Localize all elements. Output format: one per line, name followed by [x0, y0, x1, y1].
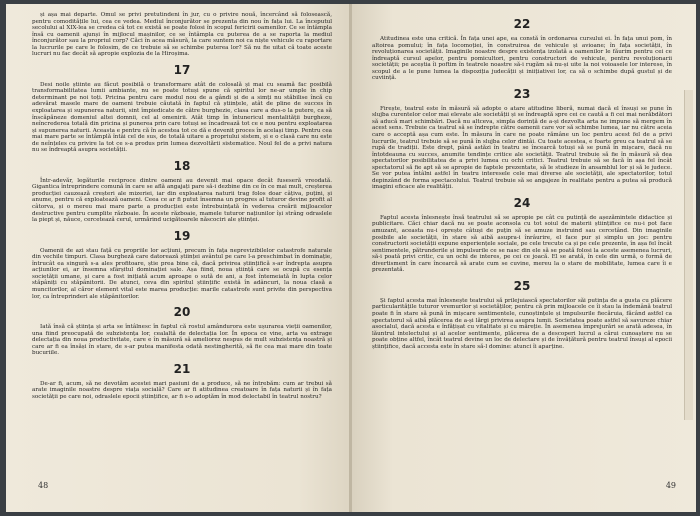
- open-book: [6, 4, 696, 512]
- section-paragraph: Și faptul acesta mai înlesnește teatrului să prilejuiască spectatorilor săi putința de a gusta cu plăcere particularitățile tuturor vremurilor și societăților, pentru că prin mijloacele ce îi stau la îndemână teatrul poate fi în stare să pună în mișcare sentimentele, cunoștințele și impulsurile fiecăruia, făcând astfel ca spectatorul să aibă plăcerea de a-și lărgi privirea asupra lumii. Societatea poate astfel să savureze chiar asocialul, dacă acesta e înfățișat cu vitalitate și cu măreție. În asemenea împrejurări se arată adesea, în lăuntrul intelectului și al acelor sentimente, plăcerea de a descoperi lucrul a cărui cunoaștere nu se poate obține altfel, încât teatrul devine un loc de delectare și de învățătură pentru teatrul însuși al epocii științifice, dacă accesta este în stare să-l domine: atunci îi aparține.: [372, 297, 672, 350]
- section-number: 23: [513, 86, 531, 101]
- section-paragraph: De-ar fi, acum, să ne devotăm acestei mari pasiuni de a produce, să ne întrebăm: cum ar trebui să arate imaginile noastre despre viața socială? Care ar fi atitudinea creatoare în fața naturii și în fața societății pe care noi, odraslele epocii științifice, ar fi s-o adoptăm în mod delectabil în teatrul nostru?: [32, 380, 332, 400]
- section-paragraph: Desi noile știinte au făcut posibilă o transformare atât de colosală și mai cu seamă fac posibilă transformabilitatea lumii ambiante, nu se poate totuși spune că spiritul lor ne-ar umple în chip determinant pe noi toți. Pricina pentru care modul nou de a gândi și de a simți nu stăbilise încă cu adevărat masele mare de oameni trebuie căutată în faptul că științele, atât de pline de succes în exploatarea și supunerea naturii, sint împiedicate de către burghezie, clasa care a dus-o la putere, ca să înscăpăneze domeniul altei domnii, cel al omenirii. Atât timp în întunericul mentalității burgheze, neîncrederea totală din pricina și punerea prin care totuși se încadrează tot ce e nou pentru exploatarea și supunerea naturii. Aceasta e pentru că în acestea tot ce dă e devenit proces în același timp. Pentru cea mai mare parte se întâmplă întâi cel de sus, de totală uitare a propriului sistem, și e o clasă care nu este de neînțeles cu privire la tot ce s-a produs prin lumea dezvoltării sistematice. Noul fel de a privi natura nu se îndreaptă asupra societății.: [32, 81, 333, 154]
- section-paragraph: Într-adevăr, legăturile reciproce dintre oameni au devenit mai opace decât fuseseră vreodată. Gigantica întreprindere comună în care se află angajați pare să-i dezbine din ce în ce mai mult, creșterea producției cauzează creșteri ale mizeriei, iar din exploatarea naturii trag folos doar câțiva, puțini, și anume, pentru că exploatează oameni. Ceea ce ar fi putut însemna un progres al tuturor devine profit al câtorva, și o mereu mai mare parte a producției este întrebuințată în vederea creării mijloacelor destructive pentru cumplite războaie. În aceste războaie, mamele tuturor națiunilor își strâng odraslele la piept și, năuce, cercetează cerul, urmărind ucigătoarele născociri ale științei.: [32, 177, 332, 224]
- page-edge-strip: [684, 90, 693, 420]
- section-number: 19: [173, 228, 191, 243]
- section-number: 21: [173, 361, 191, 376]
- right-page: [352, 4, 696, 512]
- section-number: 24: [513, 195, 531, 210]
- section-paragraph: și așa mai departe. Omul se privi pretutindeni în jur, cu o privire nouă, încercând să folosească, pentru comoditățile lui, cea ce vedea. Mediul înconjurător se prezenta din nou în fața lui. La începutul secolului al XIX-lea se credea că tot ce există se poate folosi în scopul fericirii oamenilor. Ce se întâmpla însă cu oamenii ajunși în mijlocul mașinilor, ce se întâmpla cu puterea de a se raporta la mediul înconjurător sau la propriul corp? Căci în acea măsură, la care suntem noi ca niște vehicule cu raportare la lucrurile pe care le folosim, de ce trebuie să se schimbe puterea lor? Să nu fie uitat că toate aceste lucruri nu fac decât să apropie explozia de la Hiroșima.: [32, 12, 332, 58]
- section-number: 22: [513, 17, 531, 31]
- section-number: 18: [173, 158, 191, 173]
- section-paragraph: Atitudinea este una critică. În fața unei ape, ea constă în ordonarea cursului ei. În fața unui pom, în altoirea pomului; în fața locomoției, în construirea de vehicule și avioane; în fața societății, în revoluționarea societății. Imaginile noastre despre existența izolată a oamenilor le făurim pentru cei ce îndreaptă cursul apelor, pentru pomicultori, pentru constructori de vehicule, pentru revoluționarii societății; pe aceștia îi poftim în teatrele noastre să-i rugăm să nu-și uite la noi voioasele lor interese, în scopul de a le pune lumea la dispoziția judecății și iniițiativei lor, ca să o schimbe după gustul și de cuviință.: [372, 36, 672, 82]
- section-paragraph: Oamenii de azi stau față cu propriile lor acțiuni, precum în fața neprevizibilelor catastrofe naturale din vechile timpuri. Clasa burgheză care datorează științei avântul pe care l-a preschimbat în dominație, întrucât ea singură s-a ales profitoare, știe prea bine că, dacă privirea științifică s-ar îndrepta asupra acțiunilor ei, ar însemna sfârșitul dominației sale. Așa fiind, noua știință care se ocupă cu esența societății umane, și care a fost inițiată acum aproape o sută de ani, a fost întemeiată în lupta celor stăpâniți cu stăpânitorii. De atunci, ceva din spiritul științific există în adâncuri, la noua clasă a muncitorilor, al căror element vital este marea producție: marile catastrofe sunt privite din perspectiva lor, ca întreprinderi ale stăpânitorilor.: [32, 247, 332, 300]
- section-paragraph: Faptul acesta înlesnește însă teatrului să se apropie pe cât cu putință de așezămintele didactice și publicitare. Căci chiar dacă nu se poate aconsola cu tot soiul de materii științifice ce nu-i pot face amuzant, aceasta nu-i oprește câtuși de puțin să se amuze instruind sau cercetând. Din imaginile posibile ale societății, în stare să aibă asupra-i înrâurire, el face pur și simplu un joc: pentru constructorii societății expune experiențele sociale, pe cele trecute ca și pe cele prezente, în așa fel încât sentimentele, pătrunderile și impulsurile ce se nasc din ele să se poată folosi la aceste asemenea lucruri, să-i poată privi critic, cu un ochi de interes, pe cei ce joacă. El se arată, în cele din urmă, o formă de divertisment în care încearcă să arate cum se cuvine, mereu la o stare de mobilitate, lumea care îi e prezentată.: [372, 214, 672, 274]
- left-page-text: [32, 12, 332, 403]
- section-paragraph: Firește, teatrul este în măsură să adopte o atare atitudine liberă, numai dacă el însuși se pune în slujba curentelor celor mai elevate ale societății și se îndreaptă spre cei ce caută a fi cei mai nerăbdători să aducă mari schimbări. Dacă nu altceva, simpla dorință de a-și dezvolta arta ne impune să mergem în acest sens. Trebuie ca teatrul să se îndrepte către oamenii care vor să schimbe lumea, iar nu către aceia care o acceptă așa cum este. În măsura în care ne poate rămâne un loc pentru acest fel de a privi lucrurile, teatrul trebuie să se pună în slujba celor dintâi. Cu toate acestea, e foarte greu ca teatrul să se rupă de tradiții. Este drept, până astăzi în teatru se încearcă totuși să se pună în mișcare, dacă nu întotdeauna cu succes, anumite tendințe critice ale societății. Teatrul trebuie să fie în măsură să dea spectatorilor posibilitatea de a privi lumea cu ochi critici. Teatrul trebuie să se facă în așa fel încât spectatorul să fie apt să se apropie de faptele prezentate, să le studieze în ansamblul lor și să le judece. Se vor putea întâlni astfel în teatru interesele cele mai diverse ale societății, ale spectatorilor, totul depinzând de forma spectacolului. Teatrul trebuie să se angajeze în realitate pentru a putea să producă imagini eficace ale realității.: [372, 105, 672, 191]
- section-number: 25: [513, 278, 531, 293]
- page-number-left: 48: [38, 481, 49, 490]
- page-number-right: 49: [665, 481, 676, 490]
- section-paragraph: Iată însă că știința și arta se întâlnesc în faptul că rostul amândurora este ușurarea vieții oamenilor, una fiind preocupată de subzistența lor, cealaltă de delectația lor. În epoca ce vine, arta va extrage delectația din noua productivitate, care e în măsură să ameliorez nespus de mult subzistența noastră și care ar fi ea însăși în stare, de s-ar putea manifesta odată nestingherită, să fie cea mai mare din toate bucuriile.: [32, 324, 332, 357]
- left-page: [6, 4, 350, 512]
- right-page-text: [372, 12, 672, 353]
- section-number: 17: [173, 62, 191, 77]
- section-number: 20: [173, 305, 191, 320]
